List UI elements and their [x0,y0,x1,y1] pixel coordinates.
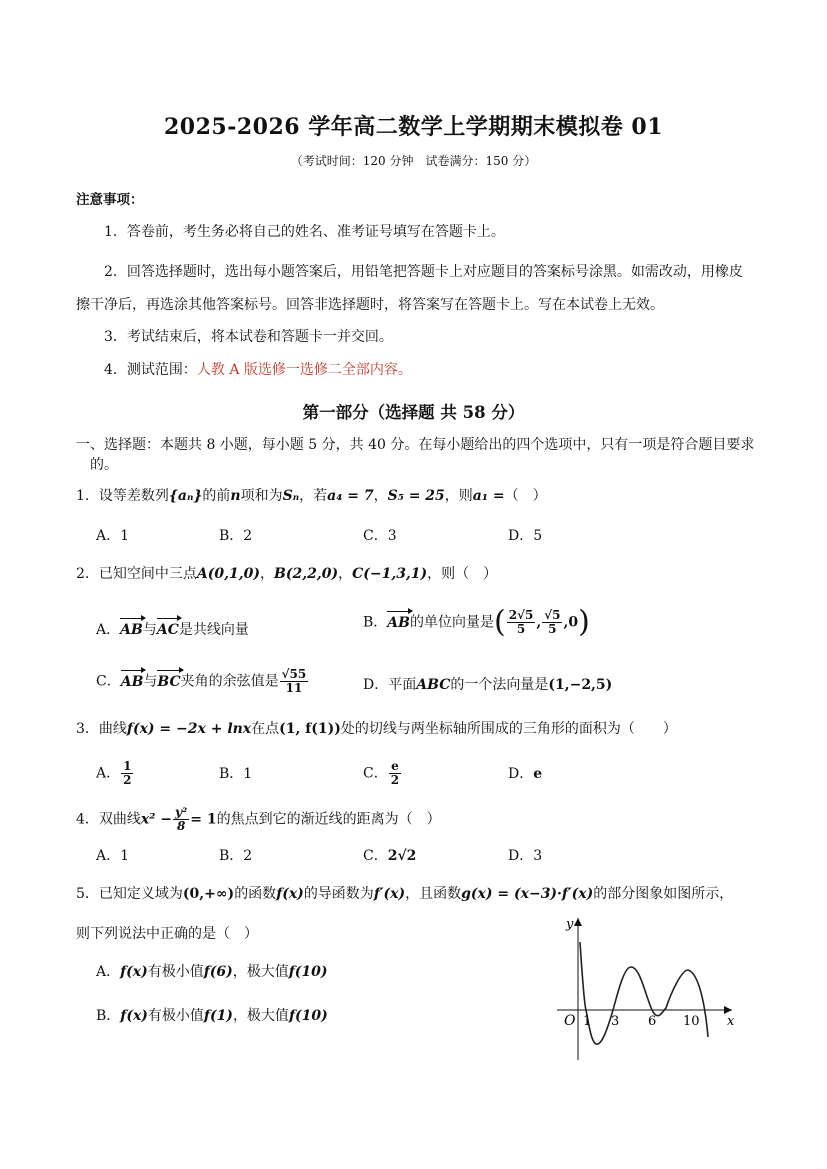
q4-option-d: D．3 [508,848,543,864]
q2-c-vec-bc: BC [157,673,181,690]
q2-option-d [363,675,612,695]
function-graph [552,912,742,1067]
q3-a-frac-den: 2 [123,773,132,787]
q2-a-mid: 与 [142,622,157,638]
q5-b-v2: f(10) [288,1008,328,1024]
q1-option-b: B．2 [219,528,253,544]
q3-text-1: 3．曲线 [76,721,127,737]
q2-a-vec-ab: AB [120,622,143,638]
q2-option-b [363,604,590,640]
q2-b-frac-1-num: 2√5 [508,608,534,622]
q3-a-frac [121,760,133,787]
q4-option-b: B．2 [219,848,253,864]
q5-option-a [96,962,328,982]
q4-text-1: 4．双曲线 [76,811,141,828]
q3-option-c [363,760,402,787]
q2-b-comma-2: , [563,614,569,631]
q2-c-frac-num: √55 [281,667,307,681]
notice-item-4 [76,360,754,380]
q1-sequence: {aₙ} [168,488,203,504]
q1-option-c: C．3 [363,528,397,544]
q2-c-frac-den: 11 [285,681,303,695]
q2-c-mid: 夹角的余弦值是 [180,673,279,690]
q2-c-label: C． [96,673,121,690]
q2-text-2: ， [260,566,275,582]
q4-option-a: A．1 [96,848,130,864]
q2-d-label: D．平面 [363,677,417,693]
notice-heading: 注意事项： [76,192,144,208]
question-5-stem [76,884,756,904]
q5-a-label: A． [96,964,121,980]
q2-b-frac-2-den: 5 [548,622,557,636]
q5-gx: g(x) = (x−3)·f′(x) [461,886,594,902]
q4-text-2: 的焦点到它的渐近线的距离为（ ） [216,811,441,828]
q2-a-tail: 是共线向量 [178,622,249,638]
q5-b-t1: 有极小值 [147,1008,204,1024]
q2-c-vec-ab: AB [120,673,144,690]
q5-line-2: 则下列说法中正确的是（ ） [76,926,258,942]
q5-a-v1: f(6) [203,964,233,980]
exam-subtitle: （考试时间：120 分钟 试卷满分：150 分） [290,154,537,168]
q1-ask: a₁ = [472,488,505,504]
tick-label-1: 1 [583,1014,592,1029]
q2-d-plane: ABC [416,677,451,693]
q1-text-3: 项和为 [240,488,283,504]
q4-frac-den: 8 [176,819,186,833]
q2-a-label: A． [96,622,121,638]
q1-text-5: ， [373,488,388,504]
q5-a-v2: f(10) [288,964,328,980]
q1-text-7: （ ） [504,488,547,504]
q4-frac-num: y² [175,805,188,819]
q2-text-4: ，则（ ） [427,566,498,582]
test-scope: 人教 A 版选修一选修二全部内容。 [196,362,412,378]
q4-c-label: C． [363,848,388,864]
notice-item-2 [76,256,754,322]
q4-x2: x² − [140,811,173,828]
q3-c-frac-num: e [391,759,399,773]
q3-c-label: C． [363,765,388,782]
q3-c-frac-den: 2 [390,773,400,787]
q3-text-3: 处的切线与两坐标轴所围成的三角形的面积为（ ） [340,721,677,737]
q3-a-label: A． [96,765,121,782]
q2-b-frac-1-den: 5 [516,622,526,636]
q2-option-a [96,620,249,640]
q1-option-a: A．1 [96,528,130,544]
q3-d-label: D． [508,766,534,782]
q5-option-b [96,1006,328,1026]
q2-b-paren-left: ( [494,604,506,640]
q2-d-normal: (1,−2,5) [548,677,613,693]
q3-text-2: 在点 [251,721,280,737]
q2-b-mid: 的单位向量是 [410,614,494,631]
q3-point: (1, f(1)) [279,721,341,737]
q1-option-d: D．5 [508,528,543,544]
q4-c-value: 2√2 [387,848,417,864]
question-2-stem [76,564,756,584]
q2-point-b: B(2,2,0) [274,566,339,582]
q5-fpx: f′(x) [373,886,406,902]
q2-b-vec-ab: AB [387,614,410,631]
q2-option-c [96,668,309,695]
question-1-stem [76,486,756,506]
q2-d-mid: 的一个法向量是 [450,677,549,693]
notice-item-2-text: 2．回答选择题时，选出每小题答案后，用铅笔把答题卡上对应题目的答案标号涂黑。如需改动，用橡皮擦干净后，再选涂其他答案标号。回答非选择题时，将答案写在答题卡上。写在本试卷上无效。 [76,264,743,313]
exam-title: 2025-2026 学年高二数学上学期期末模拟卷 01 [163,114,664,140]
q2-b-paren-right: ) [578,604,590,640]
q1-cond-a4: a₄ = 7 [327,488,374,504]
q1-cond-s5: S₅ = 25 [387,488,445,504]
q4-eq: = 1 [190,811,217,828]
q5-b-fx: f(x) [120,1008,148,1024]
q3-c-frac [389,760,401,787]
question-3-stem [76,719,756,739]
q2-b-frac-2 [542,609,562,636]
q1-n: n [230,488,241,504]
q3-option-b: B．1 [219,766,253,782]
tick-label-6: 6 [648,1014,657,1029]
q5-domain: (0,+∞) [182,886,235,902]
q2-b-frac-2-num: √5 [544,608,561,622]
x-axis-label: x [727,1014,735,1029]
q2-point-c: C(−1,3,1) [352,566,428,582]
part-title: 第一部分（选择题 共 58 分） [302,403,525,422]
notice-item-3: 3．考试结束后，将本试卷和答题卡一并交回。 [104,329,393,345]
origin-label: O [564,1013,576,1029]
q2-a-vec-ac: AC [156,622,179,638]
q5-b-t2: ，极大值 [232,1008,289,1024]
q1-text-2: 的前 [202,488,231,504]
q3-option-d [508,764,542,784]
q2-b-comma-1: , [536,614,542,631]
q3-option-a [96,760,134,787]
q5-b-v1: f(1) [203,1008,233,1024]
q2-c-and: 与 [143,673,158,690]
q1-text-4: ，若 [299,488,328,504]
q3-func: f(x) = −2x + lnx [126,721,252,737]
q2-b-label: B． [363,614,388,631]
q5-text-4: ，且函数 [405,886,462,902]
section-heading-text: 一、选择题：本题共 8 小题，每小题 5 分，共 40 分。在每小题给出的四个选项中，只有一项是符合题目要求的。 [76,437,755,473]
y-axis-label: y [566,917,574,932]
tick-label-3: 3 [611,1014,620,1029]
q2-b-frac-1 [507,609,536,636]
q5-text-2: 的函数 [234,886,277,902]
q5-text-1: 5．已知定义域为 [76,886,183,902]
q4-frac [173,806,189,833]
q5-text-5: 的部分图象如图所示， [593,886,734,902]
q2-point-a: A(0,1,0) [196,566,261,582]
q5-b-label: B． [96,1008,121,1024]
notice-item-1: 1．答卷前，考生务必将自己的姓名、准考证号填写在答题卡上。 [104,224,505,240]
notice-item-4-prefix: 4．测试范围： [104,362,197,378]
x-axis-arrow [724,1006,732,1014]
q4-option-c [363,846,416,866]
q1-text-6: ，则 [444,488,473,504]
y-axis-arrow [574,918,582,926]
question-4-stem [76,806,756,833]
q1-sn: Sₙ [282,488,300,504]
q5-fx: f(x) [276,886,304,902]
q3-a-frac-num: 1 [123,759,132,773]
section-heading [76,435,756,475]
q3-d-value: e [533,766,543,782]
tick-label-10: 10 [683,1014,700,1029]
q2-text-3: ， [338,566,353,582]
q5-a-t1: 有极小值 [147,964,204,980]
q5-a-t2: ，极大值 [232,964,289,980]
q2-text-1: 2．已知空间中三点 [76,566,197,582]
q1-text-1: 1．设等差数列 [76,488,169,504]
q2-c-frac [280,668,309,695]
q5-a-fx: f(x) [120,964,148,980]
q2-b-zero: 0 [568,614,579,631]
q5-text-3: 的导函数为 [303,886,374,902]
